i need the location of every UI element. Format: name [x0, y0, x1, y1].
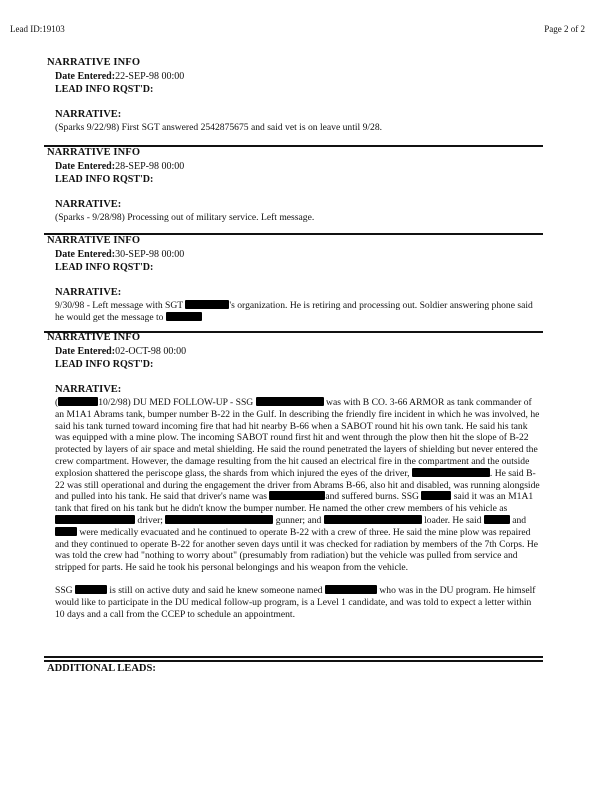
narrative-text [55, 397, 543, 574]
narrative-text [55, 300, 543, 324]
redaction [484, 515, 510, 524]
date-entered-row [55, 248, 543, 261]
redaction [55, 527, 77, 536]
lead-info-label: LEAD INFO RQST'D: [55, 359, 154, 370]
narrative-label: NARRATIVE: [55, 384, 122, 395]
page-number: Page 2 of 2 [544, 24, 585, 34]
narrative-segment: said it was an M1A1 tank that fired on his tank but he didn't know the bumper number. He named the other crew members of his vehicle as [55, 491, 534, 515]
date-entered-value: 30-SEP-98 00:00 [115, 249, 185, 260]
redaction [58, 397, 98, 406]
narrative-entry-3 [47, 235, 543, 324]
narrative-segment: gunner; and [273, 514, 324, 526]
narrative-segment: 9/30/98 - Left message with SGT [55, 300, 186, 311]
date-entered-value: 28-SEP-98 00:00 [115, 161, 185, 172]
redaction [412, 468, 490, 477]
narrative-label: NARRATIVE: [55, 287, 122, 298]
lead-info-row [55, 83, 543, 96]
section-divider [44, 660, 543, 662]
narrative-segment: who was in the DU program. He himself would like to participate in the DU medical follow-up program, is a Level 1 candidate, and was told to expect a letter within 10 days and a call from the CCEP to schedule an appointment. [55, 584, 536, 620]
narrative-info-heading: NARRATIVE INFO [47, 235, 141, 246]
narrative-segment: 's organization. He is retiring and processing out. Soldier answering phone said he would get the message to [55, 300, 533, 323]
date-entered-row [55, 70, 543, 83]
date-entered-label: Date Entered: [55, 249, 116, 260]
narrative-text: (Sparks - 9/28/98) Processing out of military service. Left message. [55, 212, 315, 223]
narrative-text: (Sparks 9/22/98) First SGT answered 2542875675 and said vet is on leave until 9/28. [55, 122, 383, 133]
narrative-info-heading: NARRATIVE INFO [47, 147, 141, 158]
date-entered-label: Date Entered: [55, 346, 116, 357]
date-entered-row [55, 160, 543, 173]
date-entered-label: Date Entered: [55, 161, 116, 172]
redaction [269, 491, 325, 500]
date-entered-value: 02-OCT-98 00:00 [115, 346, 187, 357]
lead-info-label: LEAD INFO RQST'D: [55, 262, 154, 273]
date-entered-row [55, 345, 543, 358]
date-entered-value: 22-SEP-98 00:00 [115, 71, 185, 82]
narrative-segment: ( [55, 397, 59, 408]
section-divider [44, 656, 543, 658]
narrative-text [55, 585, 543, 620]
narrative-segment: and [509, 514, 527, 526]
narrative-entry-1 [47, 57, 543, 134]
narrative-label: NARRATIVE: [55, 199, 122, 210]
lead-info-row [55, 261, 543, 274]
narrative-info-heading: NARRATIVE INFO [47, 332, 141, 343]
narrative-segment: is still on active duty and said he knew someone named [107, 584, 325, 596]
narrative-entry-2 [47, 147, 543, 224]
narrative-entry-4 [47, 332, 543, 620]
narrative-label: NARRATIVE: [55, 109, 122, 120]
narrative-segment: driver; [135, 514, 166, 526]
lead-info-label: LEAD INFO RQST'D: [55, 84, 154, 95]
narrative-segment: loader. He said [421, 514, 484, 526]
redaction [256, 397, 324, 406]
lead-id: Lead ID:19103 [10, 24, 65, 34]
narrative-segment: were medically evacuated and he continued to operate B-22 with a crew of three. He said the mine plow was repaired and they continued to operate B-22 for another seven days until it was checked for radiation by members of the 7th Corps. He was told the crew had "nothing to worry about" (presumably from radiation) but the vehicle was pulled from service and stripped for parts. He said he took his personal belongings and his weapon from the vehicle. [55, 526, 539, 574]
redaction [325, 585, 377, 594]
narrative-segment: 10/2/98) DU MED FOLLOW-UP - SSG [98, 397, 256, 408]
date-entered-label: Date Entered: [55, 71, 116, 82]
narrative-segment: and suffered burns. SSG [325, 491, 422, 503]
redaction [55, 515, 135, 524]
lead-info-label: LEAD INFO RQST'D: [55, 174, 154, 185]
redaction [165, 515, 273, 524]
lead-info-row [55, 358, 543, 371]
additional-leads-heading: ADDITIONAL LEADS: [47, 663, 156, 674]
redaction [421, 491, 451, 500]
narrative-segment: SSG [55, 584, 75, 596]
redaction [166, 312, 202, 321]
redaction [75, 585, 107, 594]
narrative-info-heading: NARRATIVE INFO [47, 57, 141, 68]
narrative-segment: . He said B-22 was still operational and during the engagement the driver from Abrams B-66, also hit and disabled, was running alongside and pulled into his tank. He said that driver's name was [55, 467, 540, 503]
redaction [185, 300, 229, 309]
narrative-segment: was with B CO. 3-66 ARMOR as tank commander of an M1A1 Abrams tank, bumper number B-22 in the Gulf. In describing the friendly fire incident in which he was involved, he said his tank turned toward incoming fire that had hit nearby B-66 when a SABOT round hit his own tank. He said his tank was equipped with a mine plow. The incoming SABOT round first hit and went through the plow then hit the slope of B-22 protected by layers of air space and metal shielding. He said the round penetrated the layers of shielding but never entered the crew compartment. However, the damage resulting from the hit caused an electrical fire in the compartment and the outside explosion shattered the periscope glass, the shards from which injured the eyes of the driver, [55, 397, 540, 479]
lead-info-row [55, 173, 543, 186]
redaction [324, 515, 422, 524]
